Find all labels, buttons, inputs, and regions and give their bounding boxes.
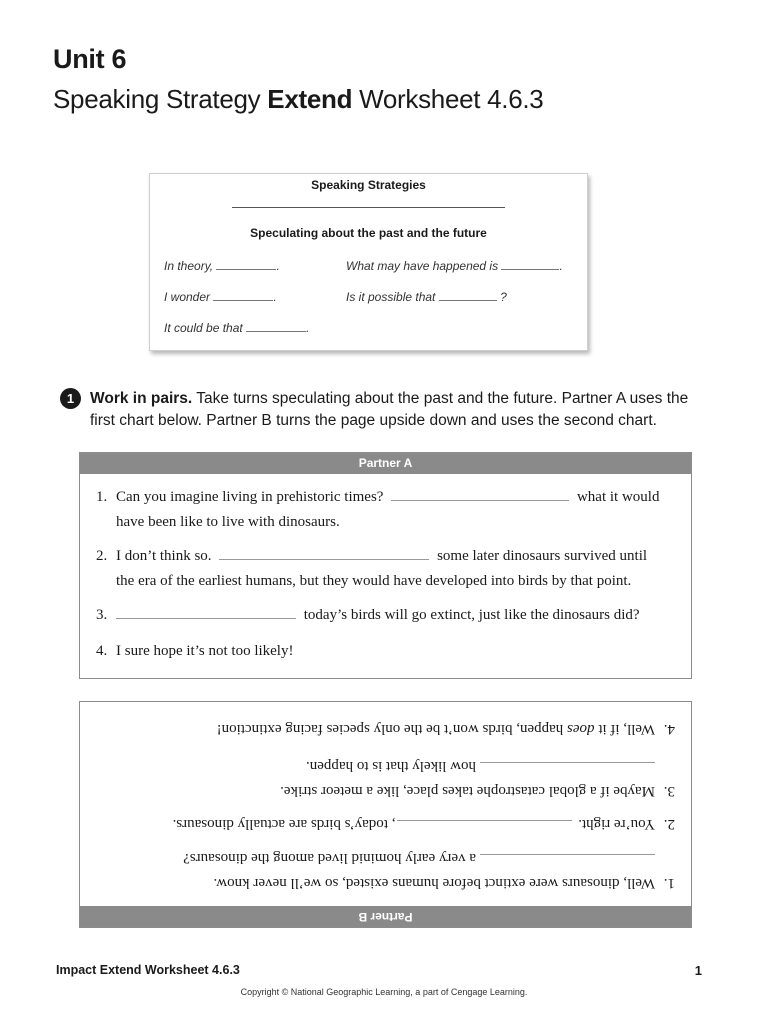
phrase-end: .: [273, 290, 277, 304]
phrase-blank: [439, 299, 497, 301]
phrase-in-theory: [164, 259, 280, 273]
page-number: 1: [694, 963, 702, 978]
phrase-is-it-possible: [346, 290, 507, 304]
phrase-blank: [501, 268, 559, 270]
partner-b-box: [79, 701, 692, 928]
partner-a-box: [79, 452, 692, 679]
item-number: 3.: [663, 783, 675, 799]
phrase-end: ?: [500, 290, 507, 304]
phrase-blank: [213, 299, 273, 301]
phrase-text: I wonder: [164, 290, 211, 304]
strategies-rule: [232, 207, 505, 208]
item-text-before: Can you imagine living in prehistoric times?: [116, 489, 384, 505]
item-text-emphasis: does: [567, 721, 595, 737]
item-text-line2: how likely that is to happen.: [306, 758, 476, 774]
phrase-text: In theory,: [164, 259, 214, 273]
item-text-before: I don’t think so.: [116, 548, 212, 564]
item-blank: [391, 499, 569, 501]
phrase-blank: [246, 330, 306, 332]
strategies-subheading: Speculating about the past and the future: [250, 226, 487, 240]
partner-a-item-1: [96, 485, 667, 535]
item-number: 1.: [663, 875, 675, 891]
phrase-text: Is it possible that: [346, 290, 436, 304]
partner-b-header: Partner B: [80, 906, 691, 927]
phrase-text: What may have happened is: [346, 259, 499, 273]
unit-title: Unit 6: [53, 44, 127, 74]
phrase-what-may-have-happened: [346, 259, 563, 273]
partner-b-item-2: [104, 811, 675, 836]
phrase-text: It could be that: [164, 321, 243, 335]
phrase-i-wonder: [164, 290, 277, 304]
item-number: 2.: [663, 816, 675, 832]
item-blank: [116, 617, 296, 619]
partner-a-item-3: [96, 603, 667, 628]
page-title: [53, 84, 543, 115]
item-text-pre: Well, if it: [594, 721, 655, 737]
partner-b-item-4: [104, 716, 675, 741]
item-blank: [219, 558, 429, 560]
phrase-end: .: [306, 321, 310, 335]
item-text-after: , today’s birds are actually dinosaurs.: [172, 816, 396, 832]
instruction-bold: Work in pairs.: [90, 390, 193, 407]
phrase-end: .: [276, 259, 280, 273]
item-blank: [480, 762, 655, 764]
item-number: 3.: [96, 607, 108, 623]
item-text-after: what it would have been like to live with dinosaurs.: [116, 489, 660, 530]
item-number: 1.: [96, 489, 108, 505]
phrase-end: .: [559, 259, 563, 273]
item-text-before: I sure hope it’s not too likely!: [116, 643, 294, 659]
title-post: Worksheet 4.6.3: [352, 84, 544, 114]
instruction-number-badge: 1: [60, 388, 81, 409]
title-pre: Speaking Strategy: [53, 84, 268, 114]
title-bold: Extend: [267, 84, 353, 114]
item-text-line1: Well, dinosaurs were extinct before humans existed, so we’ll never know.: [213, 875, 655, 891]
phrase-it-could-be: [164, 321, 309, 335]
strategies-heading: Speaking Strategies: [311, 178, 426, 192]
partner-b-item-3: [104, 753, 675, 803]
item-text-post: happen, birds won’t be the only species facing extinction!: [216, 721, 568, 737]
item-text-line2: a very early hominid lived among the dinosaurs?: [183, 850, 476, 866]
phrase-blank: [216, 268, 276, 270]
item-number: 4.: [663, 721, 675, 737]
item-blank: [480, 854, 655, 856]
partner-a-header: Partner A: [80, 453, 691, 474]
item-blank: [397, 820, 572, 822]
partner-a-item-2: [96, 544, 667, 594]
copyright: Copyright © National Geographic Learning, a part of Cengage Learning.: [240, 987, 528, 997]
instruction-text: [90, 388, 710, 432]
item-text-after: some later dinosaurs survived until the era of the earliest humans, but they would have developed into birds by that point.: [116, 548, 648, 589]
item-text-before: You’re right.: [578, 816, 655, 832]
instruction-body: Take turns speculating about the past and the future. Partner A uses the first chart below. Partner B turns the page upside down and uses the second chart.: [90, 390, 689, 429]
speaking-strategies-box: [149, 173, 588, 351]
footer-title: Impact Extend Worksheet 4.6.3: [56, 963, 240, 977]
item-text-line1: Maybe if a global catastrophe takes place, like a meteor strike.: [280, 783, 655, 799]
item-number: 4.: [96, 643, 108, 659]
item-text-after: today’s birds will go extinct, just like the dinosaurs did?: [303, 607, 640, 623]
partner-a-item-4: [96, 639, 667, 664]
item-number: 2.: [96, 548, 108, 564]
partner-b-item-1: [104, 845, 675, 895]
